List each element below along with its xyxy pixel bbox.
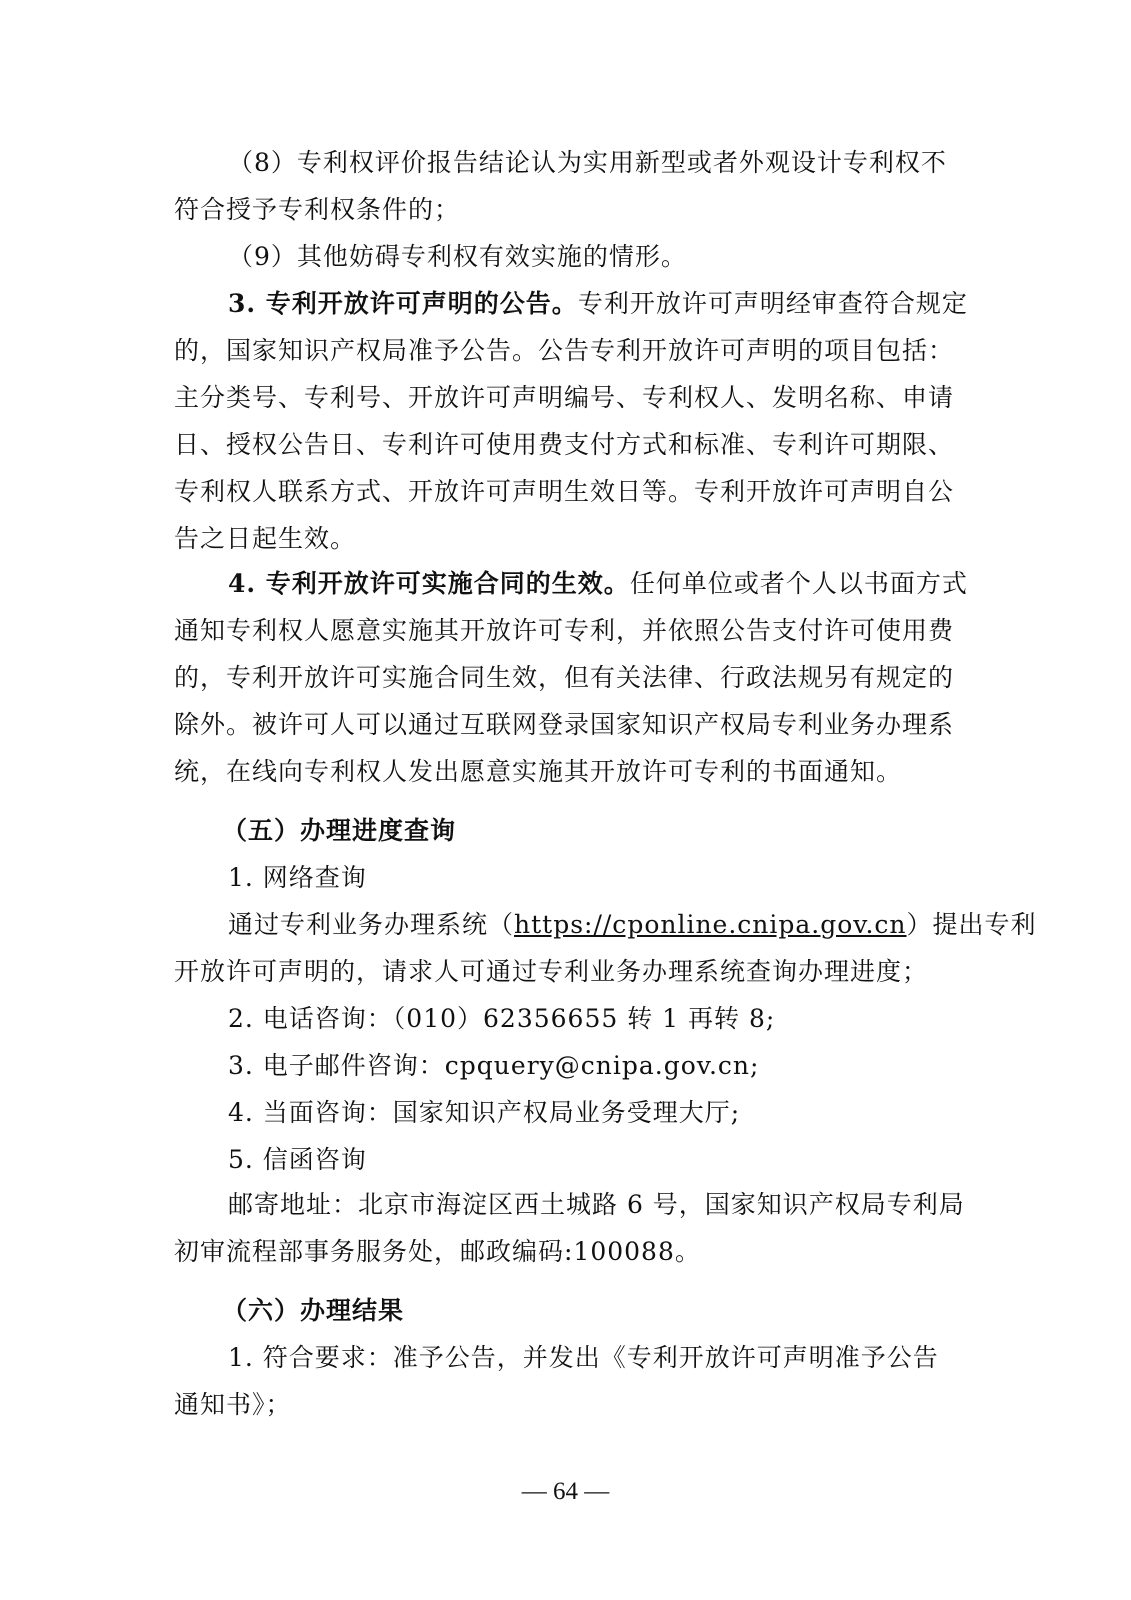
query-item-1-text-line-1 — [228, 908, 1037, 942]
query-item-1-text-line-2: 开放许可声明的，请求人可通过专利业务办理系统查询办理进度； — [174, 957, 929, 986]
item-8-line-2: 符合授予专利权条件的； — [174, 195, 461, 224]
paragraph-4-line-2: 通知专利权人愿意实施其开放许可专利，并依照公告支付许可使用费 — [174, 616, 955, 645]
cponline-link[interactable]: https://cponline.cnipa.gov.cn — [514, 910, 907, 939]
query-item-4: 4. 当面咨询：国家知识产权局业务受理大厅; — [228, 1098, 741, 1127]
section-6-heading: （六）办理结果 — [222, 1296, 405, 1325]
paragraph-3-line-5: 专利权人联系方式、开放许可声明生效日等。专利开放许可声明自公 — [174, 477, 955, 506]
paragraph-4-line-5: 统，在线向专利权人发出愿意实施其开放许可专利的书面通知。 — [174, 757, 903, 786]
mailing-address-line-1: 邮寄地址：北京市海淀区西土城路 6 号，国家知识产权局专利局 — [228, 1190, 965, 1219]
item-9: （9）其他妨碍专利权有效实施的情形。 — [228, 242, 687, 271]
paragraph-4-line-4: 除外。被许可人可以通过互联网登录国家知识产权局专利业务办理系 — [174, 710, 955, 739]
paragraph-3-line-4: 日、授权公告日、专利许可使用费支付方式和标准、专利许可期限、 — [174, 430, 955, 459]
query-item-3: 3. 电子邮件咨询：cpquery@cnipa.gov.cn; — [228, 1051, 760, 1080]
paragraph-4-line-1-text: 任何单位或者个人以书面方式 — [629, 569, 968, 598]
item-8-line-1: （8）专利权评价报告结论认为实用新型或者外观设计专利权不 — [228, 148, 947, 177]
paragraph-3-line-1 — [228, 287, 968, 321]
paragraph-4-lead: 4. 专利开放许可实施合同的生效。 — [228, 569, 630, 598]
paragraph-3-lead: 3. 专利开放许可声明的公告。 — [228, 289, 578, 318]
paragraph-4-line-3: 的，专利开放许可实施合同生效，但有关法律、行政法规另有规定的 — [174, 663, 955, 692]
query-item-2: 2. 电话咨询：（010）62356655 转 1 再转 8; — [228, 1004, 776, 1033]
paragraph-4-line-1 — [228, 567, 968, 601]
query-item-1-text-post: ）提出专利 — [906, 910, 1037, 939]
page-number: — 64 — — [521, 1478, 610, 1505]
mailing-address-line-2: 初审流程部事务服务处，邮政编码:100088。 — [174, 1237, 701, 1266]
query-item-1-text-pre: 通过专利业务办理系统（ — [228, 910, 515, 939]
paragraph-3-line-2: 的，国家知识产权局准予公告。公告专利开放许可声明的项目包括： — [174, 336, 955, 365]
query-item-5: 5. 信函咨询 — [228, 1145, 367, 1174]
query-item-1: 1. 网络查询 — [228, 863, 367, 892]
paragraph-3-line-3: 主分类号、专利号、开放许可声明编号、专利权人、发明名称、申请 — [174, 383, 955, 412]
result-item-1-line-2: 通知书》； — [174, 1390, 292, 1419]
paragraph-3-line-1-text: 专利开放许可声明经审查符合规定 — [577, 289, 968, 318]
result-item-1-line-1: 1. 符合要求：准予公告，并发出《专利开放许可声明准予公告 — [228, 1343, 939, 1372]
paragraph-3-line-6: 告之日起生效。 — [174, 524, 357, 553]
section-5-heading: （五）办理进度查询 — [222, 816, 457, 845]
